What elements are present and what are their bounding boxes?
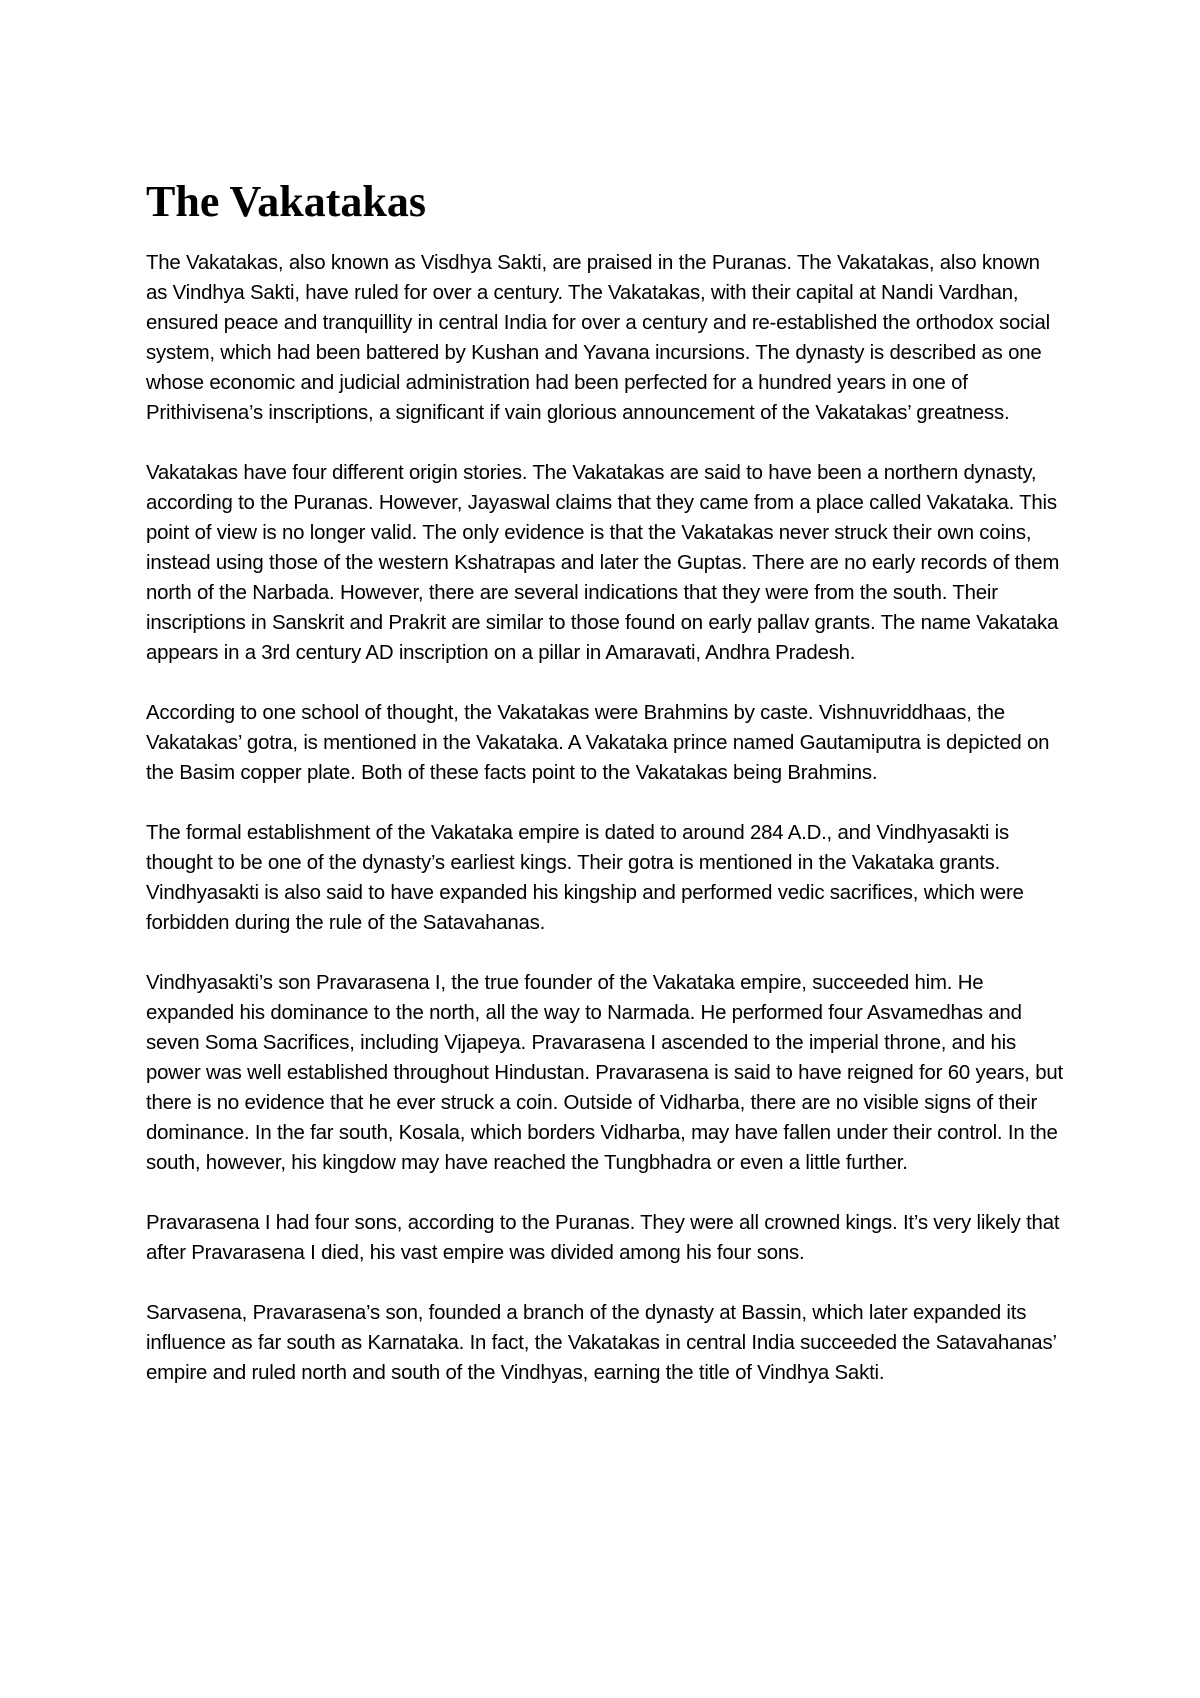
- paragraph-pravarasena: Vindhyasakti’s son Pravarasena I, the true founder of the Vakataka empire, succeeded him. He expanded his dominance to the north, all the way to Narmada. He performed four Asvamedhas and seven Soma Sacrifices, including Vijapeya. Pravarasena I ascended to the imperial throne, and his power was well established throughout Hindustan. Pravarasena is said to have reigned for 60 years, but there is no evidence that he ever struck a coin. Outside of Vidharba, there are no visible signs of their dominance. In the far south, Kosala, which borders Vidharba, may have fallen under their control. In the south, however, his kingdow may have reached the Tungbhadra or even a little further.: [146, 972, 1063, 1174]
- paragraph-establishment: The formal establishment of the Vakataka empire is dated to around 284 A.D., and Vindhyasakti is thought to be one of the dynasty’s earliest kings. Their gotra is mentioned in the Vakataka grants. Vindhyasakti is also said to have expanded his kingship and performed vedic sacrifices, which were forbidden during the rule of the Satavahanas.: [146, 822, 1024, 934]
- paragraph-sarvasena: Sarvasena, Pravarasena’s son, founded a branch of the dynasty at Bassin, which later expanded its influence as far south as Karnataka. In fact, the Vakatakas in central India succeeded the Satavahanas’ empire and ruled north and south of the Vindhyas, earning the title of Vindhya Sakti.: [146, 1302, 1057, 1384]
- paragraph-brahmins: According to one school of thought, the Vakatakas were Brahmins by caste. Vishnuvriddhaas, the Vakatakas’ gotra, is mentioned in the Vakataka. A Vakataka prince named Gautamiputra is depicted on the Basim copper plate. Both of these facts point to the Vakatakas being Brahmins.: [146, 702, 1050, 784]
- paragraph-four-sons: Pravarasena I had four sons, according to the Puranas. They were all crowned kings. It’s very likely that after Pravarasena I died, his vast empire was divided among his four sons.: [146, 1212, 1060, 1264]
- paragraph-origin-stories: Vakatakas have four different origin stories. The Vakatakas are said to have been a northern dynasty, according to the Puranas. However, Jayaswal claims that they came from a place called Vakataka. This point of view is no longer valid. The only evidence is that the Vakatakas never struck their own coins, instead using those of the western Kshatrapas and later the Guptas. There are no early records of them north of the Narbada. However, there are several indications that they were from the south. Their inscriptions in Sanskrit and Prakrit are similar to those found on early pallav grants. The name Vakataka appears in a 3rd century AD inscription on a pillar in Amaravati, Andhra Pradesh.: [146, 462, 1060, 664]
- document-title: The Vakatakas: [146, 177, 427, 226]
- document-body: [146, 176, 1066, 1418]
- paragraph-intro: The Vakatakas, also known as Visdhya Sakti, are praised in the Puranas. The Vakatakas, also known as Vindhya Sakti, have ruled for over a century. The Vakatakas, with their capital at Nandi Vardhan, ensured peace and tranquillity in central India for over a century and re-established the orthodox social system, which had been battered by Kushan and Yavana incursions. The dynasty is described as one whose economic and judicial administration had been perfected for a hundred years in one of Prithivisena’s inscriptions, a significant if vain glorious announcement of the Vakatakas’ greatness.: [146, 252, 1050, 424]
